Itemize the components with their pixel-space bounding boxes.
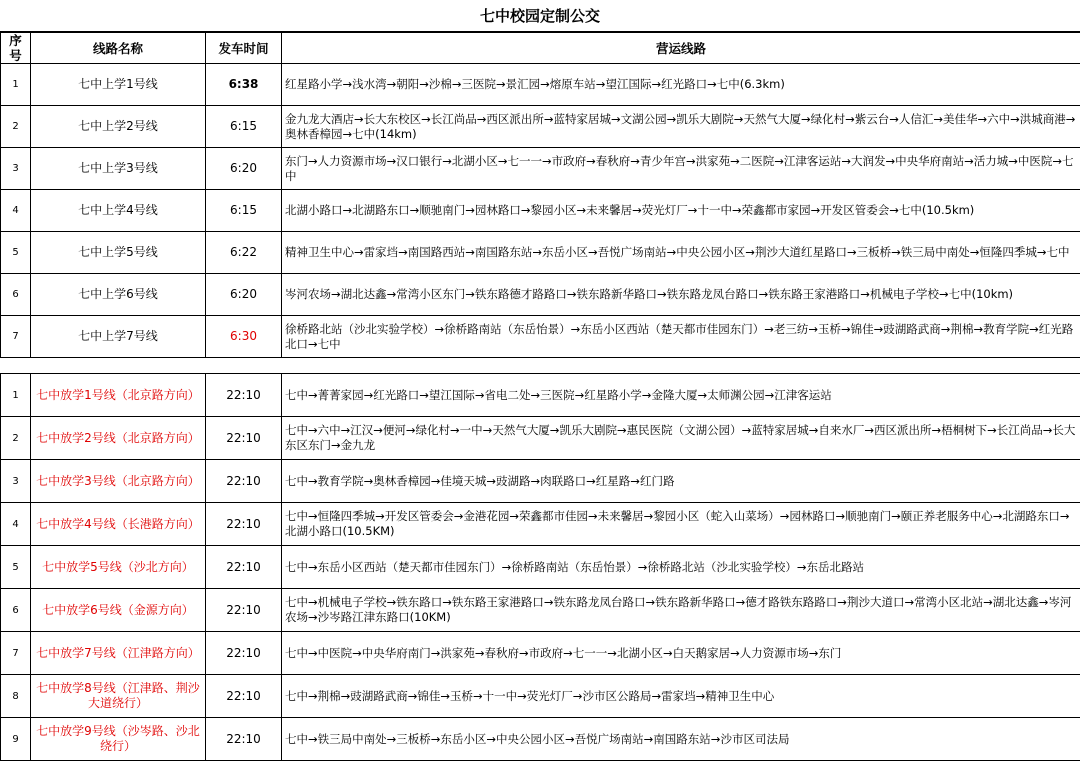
route-name: 七中放学7号线（江津路方向） (31, 632, 206, 675)
row-no: 5 (1, 232, 31, 274)
route-name: 七中上学6号线 (31, 274, 206, 316)
route-stops: 精神卫生中心→雷家垱→南国路西站→南国路东站→东岳小区→吾悦广场南站→中央公园小区→荆沙大道红星路口→三板桥→铁三局中南处→恒隆四季城→七中 (282, 232, 1080, 274)
table-row (1, 417, 1080, 460)
route-name: 七中放学2号线（北京路方向） (31, 417, 206, 460)
header-no: 序号 (1, 33, 31, 64)
row-no: 3 (1, 460, 31, 503)
route-name: 七中放学5号线（沙北方向） (31, 546, 206, 589)
table-row (1, 106, 1080, 148)
row-no: 6 (1, 274, 31, 316)
route-stops: 七中→中医院→中央华府南门→洪家苑→春秋府→市政府→七一一→北湖小区→白天鹅家居→人力资源市场→东门 (282, 632, 1080, 675)
route-name: 七中放学4号线（长港路方向） (31, 503, 206, 546)
route-name: 七中上学7号线 (31, 316, 206, 358)
table-row (1, 675, 1080, 718)
departure-time: 22:10 (206, 460, 282, 503)
morning-routes-table (0, 32, 1080, 358)
header-route: 营运线路 (282, 33, 1080, 64)
departure-time: 6:30 (206, 316, 282, 358)
route-name: 七中放学1号线（北京路方向） (31, 374, 206, 417)
route-stops: 七中→菁菁家园→红光路口→望江国际→省电二处→三医院→红星路小学→金隆大厦→太师渊公园→江津客运站 (282, 374, 1080, 417)
route-stops: 七中→恒隆四季城→开发区管委会→金港花园→荣鑫都市佳园→未来馨居→黎园小区（蛇入山菜场）→园林路口→顺驰南门→颐正养老服务中心→北湖路东口→北湖小路口(10.5KM) (282, 503, 1080, 546)
table-row (1, 316, 1080, 358)
departure-time: 6:38 (206, 64, 282, 106)
table-row (1, 632, 1080, 675)
evening-routes-table (0, 373, 1080, 761)
table-row (1, 589, 1080, 632)
row-no: 2 (1, 417, 31, 460)
route-stops: 东门→人力资源市场→汉口银行→北湖小区→七一一→市政府→春秋府→青少年宫→洪家苑→二医院→江津客运站→大润发→中央华府南站→活力城→中医院→七中 (282, 148, 1080, 190)
row-no: 3 (1, 148, 31, 190)
departure-time: 22:10 (206, 417, 282, 460)
route-name: 七中上学5号线 (31, 232, 206, 274)
route-stops: 七中→机械电子学校→铁东路口→铁东路王家港路口→铁东路龙凤台路口→铁东路新华路口→德才路铁东路路口→荆沙大道口→常湾小区北站→湖北达鑫→岑河农场→沙岑路江津东路口(10KM) (282, 589, 1080, 632)
departure-time: 6:22 (206, 232, 282, 274)
route-stops: 徐桥路北站（沙北实验学校）→徐桥路南站（东岳怡景）→东岳小区西站（楚天都市佳园东门）→老三纺→玉桥→锦佳→豉湖路武商→荆棉→教育学院→红光路北口→七中 (282, 316, 1080, 358)
row-no: 6 (1, 589, 31, 632)
route-stops: 金九龙大酒店→长大东校区→长江尚品→西区派出所→蓝特家居城→文湖公园→凯乐大剧院→天然气大厦→绿化村→紫云台→人信汇→美佳华→六中→洪城商港→奥林香樟园→七中(14km) (282, 106, 1080, 148)
table-row (1, 274, 1080, 316)
route-name: 七中放学3号线（北京路方向） (31, 460, 206, 503)
table-separator (0, 361, 1080, 373)
route-stops: 七中→荆棉→豉湖路武商→锦佳→玉桥→十一中→荧光灯厂→沙市区公路局→雷家垱→精神卫生中心 (282, 675, 1080, 718)
route-name: 七中上学1号线 (31, 64, 206, 106)
departure-time: 6:15 (206, 106, 282, 148)
table-row (1, 460, 1080, 503)
departure-time: 22:10 (206, 675, 282, 718)
row-no: 1 (1, 374, 31, 417)
route-name: 七中放学8号线（江津路、荆沙大道绕行） (31, 675, 206, 718)
route-stops: 北湖小路口→北湖路东口→顺驰南门→园林路口→黎园小区→未来馨居→荧光灯厂→十一中→荣鑫都市家园→开发区管委会→七中(10.5km) (282, 190, 1080, 232)
departure-time: 22:10 (206, 718, 282, 761)
row-no: 1 (1, 64, 31, 106)
departure-time: 6:15 (206, 190, 282, 232)
table-row (1, 148, 1080, 190)
route-name: 七中上学2号线 (31, 106, 206, 148)
departure-time: 22:10 (206, 589, 282, 632)
row-no: 4 (1, 190, 31, 232)
route-stops: 红星路小学→浅水湾→朝阳→沙棉→三医院→景汇园→熔原车站→望江国际→红光路口→七中(6.3km) (282, 64, 1080, 106)
departure-time: 6:20 (206, 148, 282, 190)
table-row (1, 718, 1080, 761)
route-name: 七中放学9号线（沙岑路、沙北绕行） (31, 718, 206, 761)
departure-time: 22:10 (206, 503, 282, 546)
route-name: 七中放学6号线（金源方向） (31, 589, 206, 632)
row-no: 4 (1, 503, 31, 546)
table-row (1, 503, 1080, 546)
row-no: 8 (1, 675, 31, 718)
row-no: 7 (1, 632, 31, 675)
route-name: 七中上学4号线 (31, 190, 206, 232)
departure-time: 22:10 (206, 632, 282, 675)
sheet-title: 七中校园定制公交 (0, 0, 1080, 32)
table-row (1, 190, 1080, 232)
table-row (1, 232, 1080, 274)
departure-time: 22:10 (206, 546, 282, 589)
route-name: 七中上学3号线 (31, 148, 206, 190)
row-no: 2 (1, 106, 31, 148)
route-stops: 七中→六中→江汉→便河→绿化村→一中→天然气大厦→凯乐大剧院→惠民医院（文湖公园）→蓝特家居城→自来水厂→西区派出所→梧桐树下→长江尚品→长大东区东门→金九龙 (282, 417, 1080, 460)
row-no: 9 (1, 718, 31, 761)
departure-time: 22:10 (206, 374, 282, 417)
route-stops: 岑河农场→湖北达鑫→常湾小区东门→铁东路德才路路口→铁东路新华路口→铁东路龙凤台路口→铁东路王家港路口→机械电子学校→七中(10km) (282, 274, 1080, 316)
route-stops: 七中→铁三局中南处→三板桥→东岳小区→中央公园小区→吾悦广场南站→南国路东站→沙市区司法局 (282, 718, 1080, 761)
row-no: 5 (1, 546, 31, 589)
row-no: 7 (1, 316, 31, 358)
header-time: 发车时间 (206, 33, 282, 64)
table-row (1, 374, 1080, 417)
header-name: 线路名称 (31, 33, 206, 64)
route-stops: 七中→教育学院→奥林香樟园→佳境天城→豉湖路→肉联路口→红星路→红门路 (282, 460, 1080, 503)
table-row (1, 64, 1080, 106)
departure-time: 6:20 (206, 274, 282, 316)
route-stops: 七中→东岳小区西站（楚天都市佳园东门）→徐桥路南站（东岳怡景）→徐桥路北站（沙北实验学校）→东岳北路站 (282, 546, 1080, 589)
table-row (1, 546, 1080, 589)
